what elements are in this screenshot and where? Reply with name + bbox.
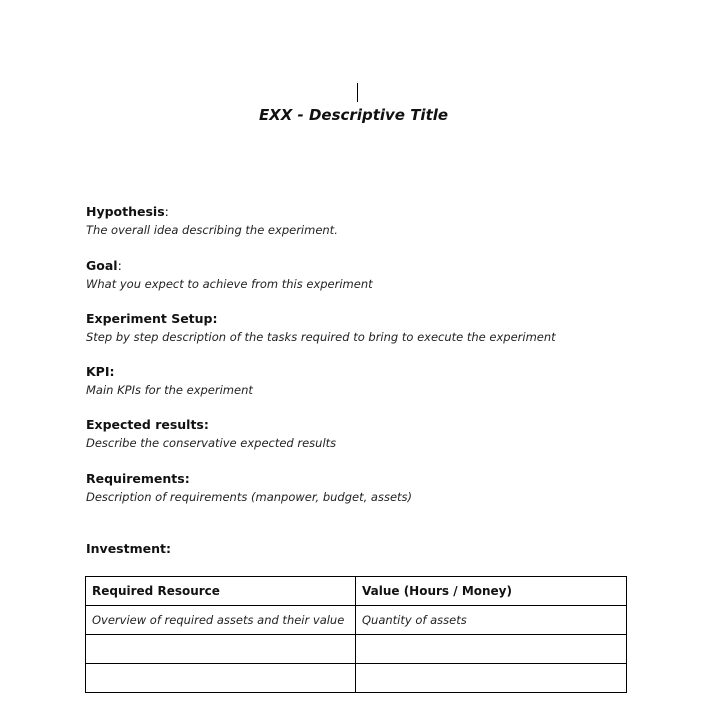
table-cell[interactable]	[86, 635, 356, 664]
section-label: Experiment Setup:	[86, 311, 218, 326]
investment-table	[85, 576, 627, 693]
section-label: KPI:	[86, 364, 115, 379]
section-description: What you expect to achieve from this experiment	[86, 277, 373, 291]
section-description: Description of requirements (manpower, budget, assets)	[86, 490, 413, 504]
table-cell[interactable]: Overview of required assets and their value	[86, 606, 356, 635]
document-title[interactable]: EXX - Descriptive Title	[258, 106, 449, 124]
table-cell[interactable]	[86, 664, 356, 693]
section-description: Main KPIs for the experiment	[86, 383, 253, 397]
section-label: Goal	[86, 258, 118, 273]
section-goal[interactable]	[86, 258, 646, 292]
header-value[interactable]: Value (Hours / Money)	[356, 577, 627, 606]
table-cell[interactable]	[356, 664, 627, 693]
table-row	[86, 606, 627, 635]
section-experiment-setup[interactable]	[86, 311, 646, 345]
table-cell[interactable]: Quantity of assets	[356, 606, 627, 635]
table-row	[86, 635, 627, 664]
section-label: Expected results:	[86, 417, 209, 432]
table-row	[86, 664, 627, 693]
table-cell[interactable]	[356, 635, 627, 664]
section-expected-results[interactable]	[86, 417, 646, 451]
section-label: Requirements:	[86, 471, 190, 486]
investment-label: Investment:	[86, 541, 171, 556]
table-header-row	[86, 577, 627, 606]
section-hypothesis[interactable]	[86, 204, 646, 238]
section-requirements[interactable]	[86, 471, 646, 505]
section-label-colon: :	[164, 204, 169, 219]
section-label-colon: :	[117, 258, 122, 273]
section-description: Describe the conservative expected results	[86, 436, 337, 450]
section-kpi[interactable]	[86, 364, 646, 398]
text-cursor	[357, 83, 358, 102]
section-label: Hypothesis	[86, 204, 165, 219]
header-required-resource[interactable]: Required Resource	[86, 577, 356, 606]
section-description: Step by step description of the tasks required to bring to execute the experiment	[86, 330, 556, 344]
section-description: The overall idea describing the experiment.	[86, 223, 338, 237]
